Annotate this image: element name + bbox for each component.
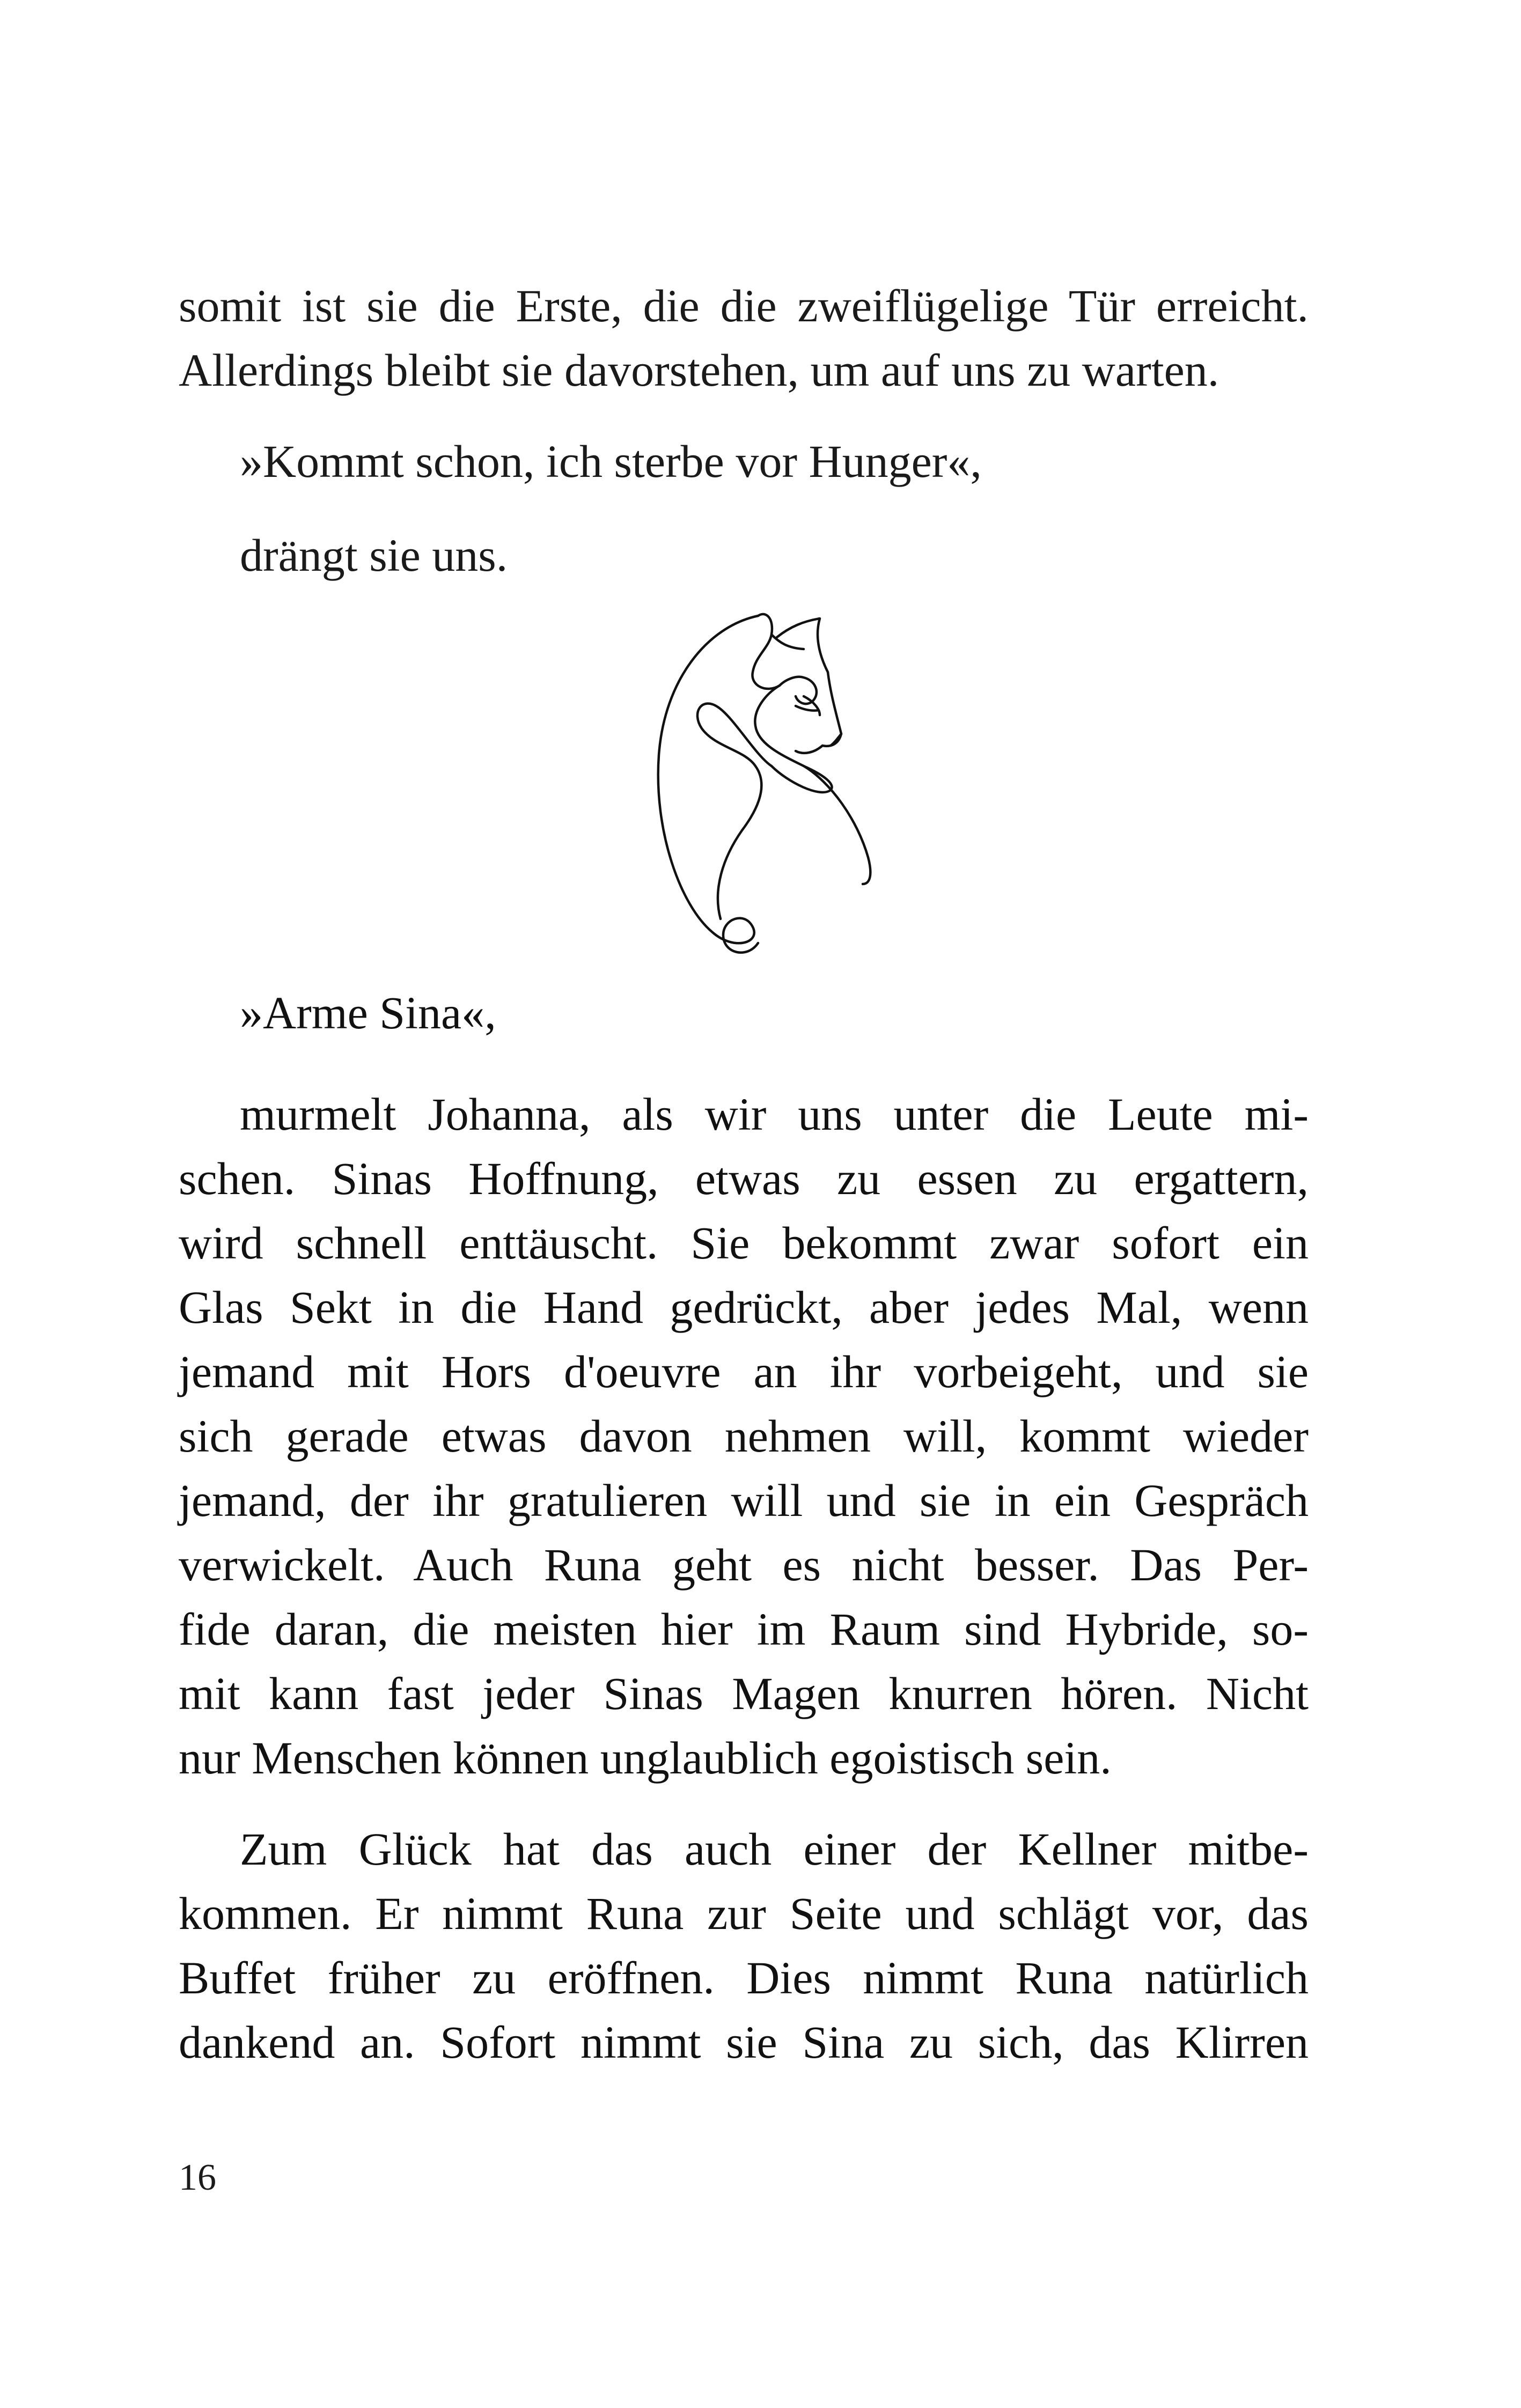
text-line: fide daran, die meisten hier im Raum sind Hybride, so- (179, 1603, 1309, 1655)
dialogue-line: »Arme Sina«, (240, 987, 496, 1039)
text-line: schen. Sinas Hoffnung, etwas zu essen zu ergattern, (179, 1153, 1309, 1204)
text-line: somit ist sie die Erste, die die zweiflügelige Tür erreicht. (179, 280, 1309, 332)
text-line: dankend an. Sofort nimmt sie Sina zu sich, das Klirren (179, 2016, 1309, 2068)
text-line: Zum Glück hat das auch einer der Kellner mitbe- (240, 1823, 1309, 1875)
text-line: Allerdings bleibt sie davorstehen, um auf uns zu warten. (179, 344, 1219, 396)
text-line: murmelt Johanna, als wir uns unter die Leute mi- (240, 1088, 1309, 1140)
text-line: drängt sie uns. (240, 529, 508, 581)
text-line: mit kann fast jeder Sinas Magen knurren hören. Nicht (179, 1668, 1309, 1719)
text-line: kommen. Er nimmt Runa zur Seite und schlägt vor, das (179, 1888, 1309, 1939)
cat-line-drawing (643, 605, 890, 981)
text-line: jemand mit Hors d'oeuvre an ihr vorbeigeht, und sie (179, 1346, 1309, 1397)
text-line: jemand, der ihr gratulieren will und sie in ein Gespräch (179, 1475, 1309, 1526)
page-number: 16 (179, 2157, 216, 2198)
text-line: Buffet früher zu eröffnen. Dies nimmt Runa natürlich (179, 1952, 1309, 2004)
dialogue-line: »Kommt schon, ich sterbe vor Hunger«, (240, 436, 982, 487)
text-line: nur Menschen können unglaublich egoistisch sein. (179, 1732, 1112, 1784)
text-line: verwickelt. Auch Runa geht es nicht besser. Das Per- (179, 1539, 1309, 1590)
text-line: wird schnell enttäuscht. Sie bekommt zwar sofort ein (179, 1217, 1309, 1269)
text-line: Glas Sekt in die Hand gedrückt, aber jedes Mal, wenn (179, 1282, 1309, 1333)
text-line: sich gerade etwas davon nehmen will, kommt wieder (179, 1410, 1309, 1462)
